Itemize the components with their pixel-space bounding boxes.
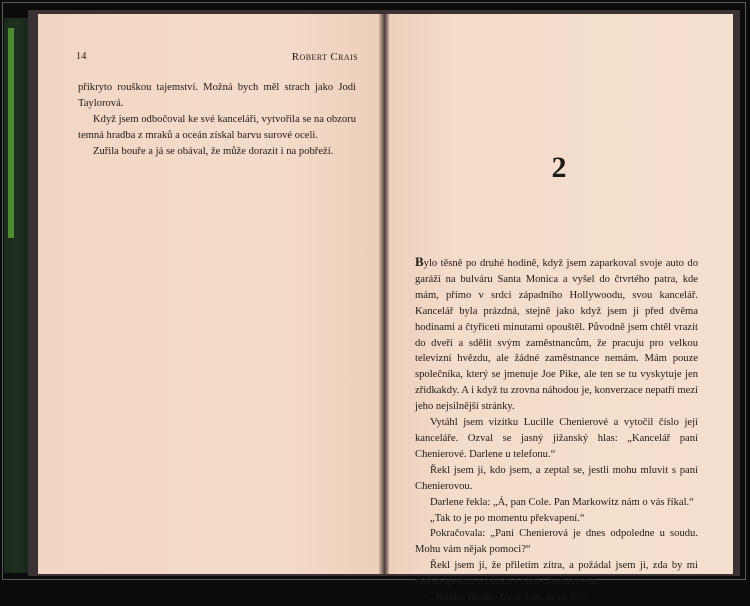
paragraph: Řekl jsem jí, že přiletím zítra, a požádal jsem ji, zda by mi mohla sjednat schůzku s paní Chenierovou.: [415, 560, 698, 588]
paragraph-text: ylo těsně po druhé hodině, když jsem zaparkoval svoje auto do garáží na bulváru Santa Monica a vyšel do čtvrtého patra, kde mám, přímo v srdci západního Hollywoodu, svou kancelář. Kancelář byla prázdná, stejně jako když jsem ji před dvěma hodinami a čtyřiceti minutami opouštěl. Původně jsem chtěl vrazit do dveří a sdělit svým zaměstnancům, že pracuju pro velkou televizní hvězdu, ale žádné zaměstnance nemám. Mám pouze společníka, který se jmenuje Joe Pike, ale ten se tu vyskytuje jen zřídkakdy. A i když tu zrovna náhodou je, konverzace nepatří mezi jeho nejsilnější stránky.: [415, 258, 698, 413]
dropcap-letter: B: [415, 254, 424, 269]
chapter-number: 2: [551, 151, 567, 184]
book-gutter: [379, 14, 389, 574]
left-page-text: [78, 80, 356, 160]
paragraph: Pokračovala: „Paní Chenierová je dnes odpoledne u soudu. Mohu vám nějak pomoci?“: [415, 528, 698, 556]
running-head-author: Robert Crais: [291, 51, 358, 63]
left-page: [38, 14, 382, 574]
paragraph: Vytáhl jsem vizitku Lucille Chenierové a vytočil číslo její kanceláře. Ozval se jasný jižanský hlas: „Kancelář paní Chenierové. Darlene u telefonu.“: [415, 417, 698, 460]
paragraph: Zuřila bouře a já se obával, že může dorazit i na pobřeží.: [93, 145, 334, 157]
paragraph: Když jsem odbočoval ke své kanceláři, vytvořila se na obzoru temná hradba z mraků a oceán získal barvu surové oceli.: [78, 113, 356, 141]
right-page: [385, 14, 733, 604]
paragraph: Řekl jsem jí, kdo jsem, a zeptal se, jestli mohu mluvit s paní Chenierovou.: [415, 464, 698, 492]
paragraph: přikryto rouškou tajemství. Možná bych měl strach jako Jodi Taylorová.: [78, 82, 356, 109]
paragraph: [415, 254, 698, 415]
cover-green-stripe: [8, 28, 14, 238]
right-page-text: [415, 254, 698, 606]
page-number: 14: [76, 51, 87, 62]
paragraph: „Tak to je po momentu překvapení.“: [430, 512, 585, 524]
paragraph: Darlene řekla: „Á, pan Cole. Pan Markowitz nám o vás říkal.“: [430, 496, 694, 508]
paragraph: „Jistěže. Hodilo by se vám to ve tři?“: [430, 592, 589, 604]
